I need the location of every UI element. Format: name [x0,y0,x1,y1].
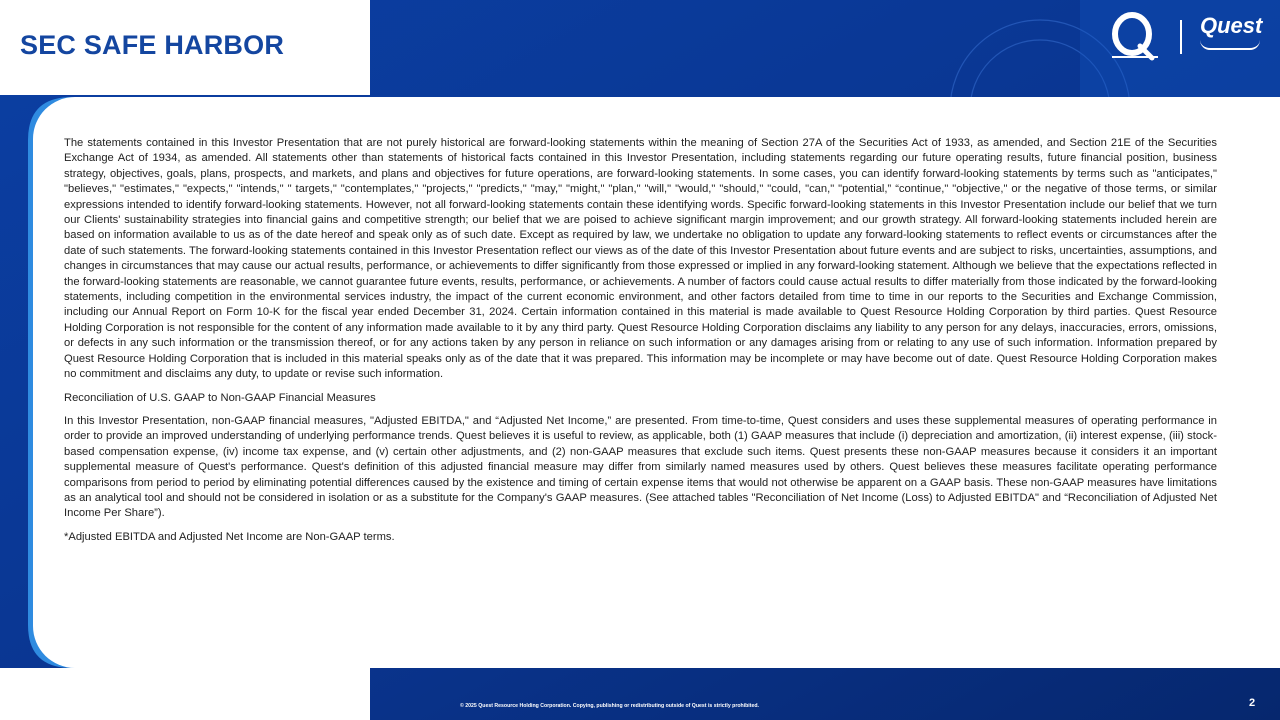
copyright-footer: © 2025 Quest Resource Holding Corporation. Copying, publishing or redistributing outside of Quest is strictly prohibited. [460,703,759,709]
reconciliation-heading: Reconciliation of U.S. GAAP to Non-GAAP Financial Measures [64,391,376,404]
safe-harbor-paragraph: The statements contained in this Investor Presentation that are not purely historical are forward-looking statements within the meaning of Section 27A of the Securities Act of 1933, as amended, and Section 21E of the Securities Exchange Act of 1934, as amended. All statements other than statements of historical facts contained in this Investor Presentation, including statements regarding our future operating results, future financial position, business strategy, objectives, goals, plans, prospects, and markets, and plans and objectives for future operations, are forward-looking statements. In some cases, you can identify forward-looking statements by terms such as "anticipates," "believes," "estimates," "expects," "intends," " targets," "contemplates," "projects," "predicts," "may," "might," "plan," "will," "would," "should," "could, "can," "potential,” “continue," "objective," or the negative of those terms, or similar expressions intended to identify forward-looking statements. However, not all forward-looking statements contain these identifying words. Specific forward-looking statements in this Investor Presentation include our belief that we turn our Clients' sustainability strategies into financial gains and competitive strength; our belief that we are poised to achieve significant margin improvement; and our growth strategy. All forward-looking statements included herein are based on information available to us as of the date hereof and speak only as of such date. Except as required by law, we undertake no obligation to update any forward-looking statements to reflect events or circumstances after the date of such statements. The forward-looking statements contained in this Investor Presentation reflect our views as of the date of this Investor Presentation about future events and are subject to risks, uncertainties, assumptions, and changes in circumstances that may cause our actual results, performance, or achievements to differ significantly from those expressed or implied in any forward-looking statement. Although we believe that the expectations reflected in the forward-looking statements are reasonable, we cannot guarantee future events, results, performance, or achievements. A number of factors could cause actual results to differ materially from those indicated by the forward-looking statements, including competition in the environmental services industry, the impact of the current economic environment, and other factors detailed from time to time in our reports to the Securities and Exchange Commission, including our Annual Report on Form 10-K for the fiscal year ended December 31, 2024. Certain information contained in this material is made available to Quest Resource Holding Corporation by third parties. Quest Resource Holding Corporation is not responsible for the content of any information made available to it by any third party. Quest Resource Holding Corporation disclaims any liability to any person for any delays, inaccuracies, errors, omissions, or defects in any such information or the transmission thereof, or for any actions taken by any person in reliance on such information or any damages arising from or relating to any use of such information. Information prepared by Quest Resource Holding Corporation that is included in this material speaks only as of the date that it was prepared. This information may be incomplete or may have become out of date. Quest Resource Holding Corporation makes no commitment and disclaims any duty, to update or revise such information. [64,137,1217,381]
disclaimer-content [64,136,1217,553]
logo-area [1108,10,1268,66]
quest-logo-icon: Quest [1200,12,1268,60]
non-gaap-paragraph: In this Investor Presentation, non-GAAP financial measures, "Adjusted EBITDA," and “Adjusted Net Income,” are presented. From time-to-time, Quest considers and uses these supplemental measures of operating performance in order to provide an improved understanding of underlying performance trends. Quest believes it is useful to review, as applicable, both (1) GAAP measures that include (i) depreciation and amortization, (ii) interest expense, (iii) stock-based compensation expense, (iv) income tax expense, and (v) certain other adjustments, and (2) non-GAAP measures that exclude such items. Quest presents these non-GAAP measures because it considers it an important supplemental measure of Quest's performance. Quest's definition of this adjusted financial measure may differ from similarly named measures used by others. Quest believes these measures facilitate operating performance comparisons from period to period by eliminating potential differences caused by the existence and timing of certain expense items that would not otherwise be apparent on a GAAP basis. These non-GAAP measures have limitations as an analytical tool and should not be considered in isolation or as a substitute for the Company's GAAP measures. (See attached tables "Reconciliation of Net Income (Loss) to Adjusted EBITDA" and “Reconciliation of Adjusted Net Income Per Share”). [64,414,1217,520]
slide-title: SEC SAFE HARBOR [20,30,285,60]
non-gaap-footnote: *Adjusted EBITDA and Adjusted Net Income are Non-GAAP terms. [64,530,395,543]
logo-divider [1180,20,1182,54]
page-number: 2 [1249,697,1256,709]
